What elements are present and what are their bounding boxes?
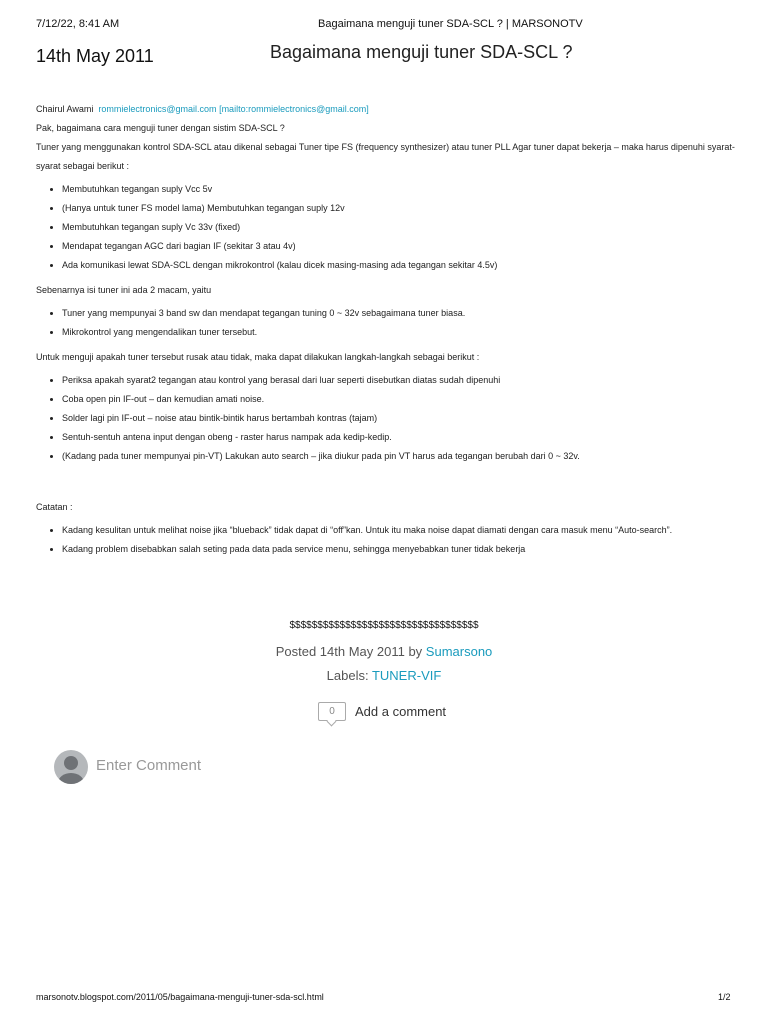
print-page-title: Bagaimana menguji tuner SDA-SCL ? | MARSONOTV bbox=[318, 18, 583, 30]
list-item: • Solder lagi pin IF-out – noise atau bintik-bintik harus bertambah kontras (tajam) bbox=[62, 409, 736, 428]
list-item: • Coba open pin IF-out – dan kemudian amati noise. bbox=[62, 390, 736, 409]
types-intro: Sebenarnya isi tuner ini ada 2 macam, yaitu bbox=[36, 285, 212, 295]
labels-line bbox=[0, 668, 768, 683]
list-item: • Kadang kesulitan untuk melihat noise jika “blueback” tidak dapat di “off”kan. Untuk itu maka noise dapat diamati dengan cara masuk menu “Auto-search”. bbox=[62, 521, 736, 540]
list-item: • Sentuh-sentuh antena input dengan obeng - raster harus nampak ada kedip-kedip. bbox=[62, 428, 736, 447]
separator-text: $$$$$$$$$$$$$$$$$$$$$$$$$$$$$$$$$$ bbox=[289, 620, 479, 631]
notes-list bbox=[36, 521, 736, 559]
comment-count-icon bbox=[318, 702, 346, 721]
steps-list bbox=[36, 371, 736, 466]
list-item: • Mikrokontrol yang mengendalikan tuner tersebut. bbox=[62, 323, 736, 342]
footer-page-number: 1/2 bbox=[718, 992, 731, 1002]
author-email-link[interactable]: rommielectronics@gmail.com bbox=[98, 104, 217, 114]
comment-count: 0 bbox=[329, 706, 335, 717]
footer-url: marsonotv.blogspot.com/2011/05/bagaimana-menguji-tuner-sda-scl.html bbox=[36, 992, 324, 1002]
posted-line bbox=[0, 644, 768, 659]
list-item: • Kadang problem disebabkan salah seting pada data pada service menu, sehingga menyebabkan tuner tidak bekerja bbox=[62, 540, 736, 559]
author-mailto-link[interactable]: [mailto:rommielectronics@gmail.com] bbox=[219, 104, 369, 114]
list-item: • Membutuhkan tegangan suply Vcc 5v bbox=[62, 180, 736, 199]
list-item: • Mendapat tegangan AGC dari bagian IF (sekitar 3 atau 4v) bbox=[62, 237, 736, 256]
list-item: • Ada komunikasi lewat SDA-SCL dengan mikrokontrol (kalau dicek masing-masing ada tegangan sekitar 4.5v) bbox=[62, 256, 736, 275]
list-item: • (Hanya untuk tuner FS model lama) Membutuhkan tegangan suply 12v bbox=[62, 199, 736, 218]
list-item: • (Kadang pada tuner mempunyai pin-VT) Lakukan auto search – jika diukur pada pin VT harus ada tegangan berubah dari 0 ~ 32v. bbox=[62, 447, 736, 466]
labels-prefix: Labels: bbox=[326, 668, 372, 683]
print-timestamp: 7/12/22, 8:41 AM bbox=[36, 18, 120, 30]
list-item: • Membutuhkan tegangan suply Vc 33v (fixed) bbox=[62, 218, 736, 237]
post-date-header: 14th May 2011 bbox=[36, 46, 154, 66]
author-link[interactable]: Sumarsono bbox=[425, 644, 493, 659]
list-item: • Tuner yang mempunyai 3 band sw dan mendapat tegangan tuning 0 ~ 32v sebagaimana tuner biasa. bbox=[62, 304, 736, 323]
posted-prefix: Posted 14th May 2011 by bbox=[275, 644, 426, 659]
label-link[interactable]: TUNER-VIF bbox=[371, 668, 442, 683]
author-name: Chairul Awami bbox=[36, 104, 94, 114]
user-silhouette-icon bbox=[54, 750, 88, 784]
intro-text: Tuner yang menggunakan kontrol SDA-SCL atau dikenal sebagai Tuner tipe FS (frequency synthesizer) atau tuner PLL Agar tuner dapat bekerja – maka harus dipenuhi syarat-syarat sebagai berikut : bbox=[36, 142, 735, 171]
comment-input[interactable]: Enter Comment bbox=[96, 757, 202, 774]
add-comment-button[interactable] bbox=[318, 702, 446, 721]
author-line bbox=[36, 100, 736, 119]
types-list bbox=[36, 304, 736, 342]
post-body bbox=[36, 100, 736, 565]
avatar bbox=[54, 750, 88, 784]
requirements-list bbox=[36, 180, 736, 275]
add-comment-label: Add a comment bbox=[355, 704, 447, 719]
question-text: Pak, bagaimana cara menguji tuner dengan sistim SDA-SCL ? bbox=[36, 123, 285, 133]
notes-heading: Catatan : bbox=[36, 502, 73, 512]
steps-intro: Untuk menguji apakah tuner tersebut rusak atau tidak, maka dapat dilakukan langkah-langkah sebagai berikut : bbox=[36, 352, 480, 362]
post-title[interactable]: Bagaimana menguji tuner SDA-SCL ? bbox=[270, 42, 573, 62]
list-item: • Periksa apakah syarat2 tegangan atau kontrol yang berasal dari luar seperti disebutkan diatas sudah dipenuhi bbox=[62, 371, 736, 390]
